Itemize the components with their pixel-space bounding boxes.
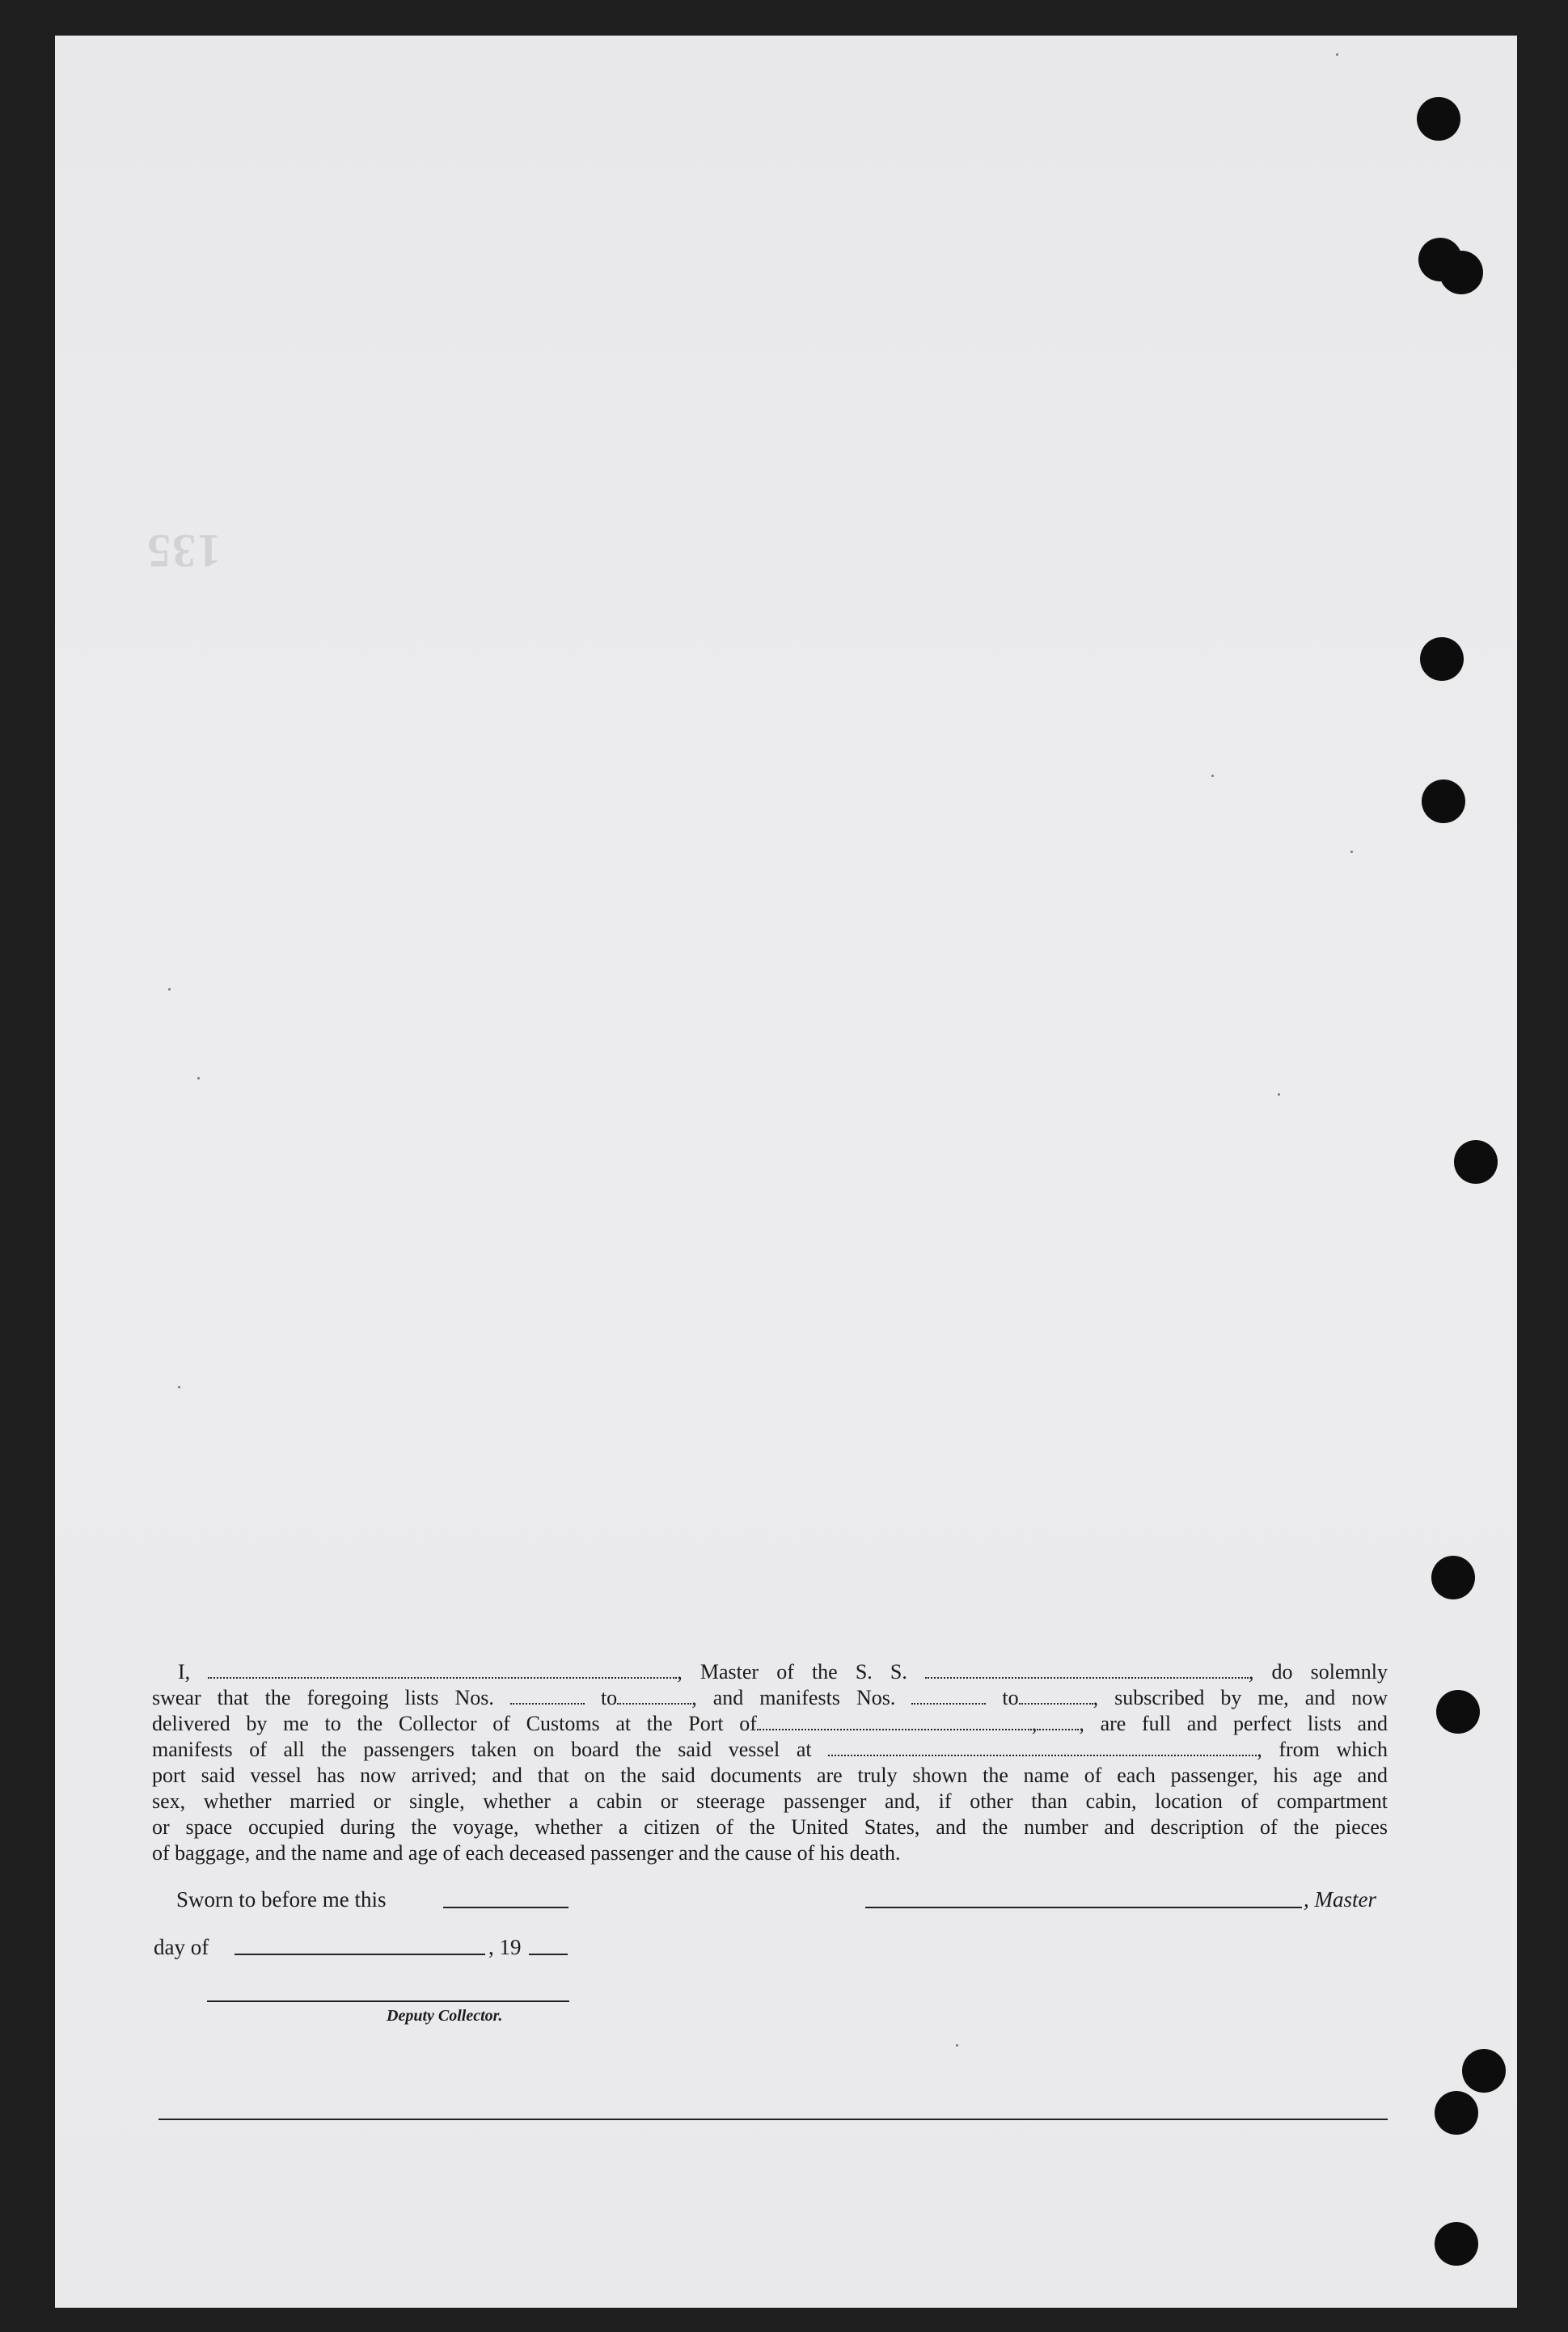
oath-text: swear that the foregoing lists Nos.	[152, 1686, 494, 1709]
oath-line-6: sex, whether married or single, whether a cabin or steerage passenger and, if other than cabin, location of compartment	[152, 1789, 1388, 1813]
day-of-label: day of	[154, 1935, 209, 1959]
manifests-to-blank	[1019, 1688, 1093, 1705]
bottom-rule	[158, 2119, 1388, 2120]
binder-hole	[1435, 2222, 1478, 2266]
binder-hole	[1436, 1690, 1480, 1734]
oath-text: delivered by me to the Collector of Customs at the Port of	[152, 1712, 757, 1735]
oath-text: , and manifests Nos.	[691, 1686, 896, 1709]
oath-text: ,	[1031, 1712, 1038, 1735]
binder-hole	[1417, 97, 1460, 141]
binder-hole	[1462, 2049, 1506, 2093]
binder-hole	[1435, 2091, 1478, 2135]
oath-line-2	[152, 1685, 1388, 1711]
form-page	[55, 36, 1517, 2308]
oath-line-7: or space occupied during the voyage, whether a citizen of the United States, and the number and description of the pieces	[152, 1815, 1388, 1839]
ship-name-blank	[925, 1662, 1249, 1679]
manifests-from-blank	[911, 1688, 986, 1705]
oath-text: to	[1002, 1686, 1019, 1709]
oath-line-3	[152, 1711, 1388, 1737]
oath-text: , do solemnly	[1248, 1660, 1388, 1684]
oath-text: to	[600, 1686, 618, 1709]
oath-text: I,	[178, 1660, 191, 1684]
lists-to-blank	[617, 1688, 691, 1705]
lists-from-blank	[510, 1688, 585, 1705]
sworn-date-line	[443, 1907, 568, 1908]
binder-hole	[1420, 637, 1464, 681]
month-line	[235, 1954, 485, 1955]
oath-text: manifests of all the passengers taken on board the said vessel at	[152, 1738, 812, 1761]
binder-hole	[1454, 1140, 1498, 1184]
binder-hole	[1439, 251, 1483, 294]
port-blank	[757, 1714, 1032, 1730]
binder-hole	[1431, 1556, 1475, 1599]
master-label: , Master	[1304, 1887, 1376, 1912]
oath-text: , from which	[1257, 1738, 1388, 1761]
oath-line-5: port said vessel has now arrived; and that on the said documents are truly shown the name of each passenger, his age and	[152, 1764, 1388, 1787]
oath-line-4	[152, 1737, 1388, 1763]
binder-hole	[1422, 779, 1465, 823]
oath-text: , Master of the S. S.	[677, 1660, 907, 1684]
oath-text: , subscribed by me, and now	[1093, 1686, 1388, 1709]
faint-page-number: 135	[146, 525, 221, 577]
oath-text: , are full and perfect lists and	[1079, 1712, 1388, 1735]
year-line	[529, 1954, 568, 1955]
port-state-blank	[1037, 1714, 1079, 1730]
deputy-collector-label: Deputy Collector.	[387, 2007, 503, 2025]
oath-paragraph	[152, 1659, 1388, 1866]
year-prefix: , 19	[488, 1935, 522, 1959]
master-signature-line	[865, 1907, 1302, 1908]
deputy-signature-line	[207, 2000, 569, 2002]
sworn-label: Sworn to before me this	[176, 1887, 387, 1912]
oath-line-8: of baggage, and the name and age of each deceased passenger and the cause of his death.	[152, 1841, 901, 1865]
master-name-blank	[208, 1662, 677, 1679]
departure-port-blank	[828, 1740, 1257, 1756]
oath-line-1	[152, 1659, 1388, 1685]
